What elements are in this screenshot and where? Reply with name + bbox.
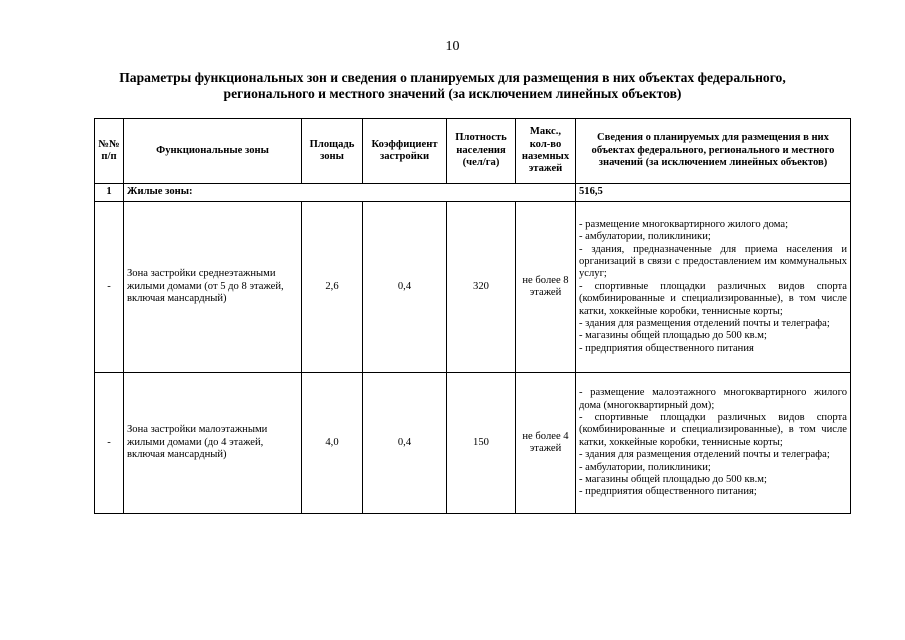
zone-area: 2,6 <box>302 202 363 373</box>
page-number: 10 <box>445 39 460 54</box>
row-num: - <box>95 202 124 373</box>
info-item: - магазины общей площадью до 500 кв.м; <box>579 474 767 486</box>
parameters-table <box>94 118 851 514</box>
row-num: - <box>95 373 124 514</box>
title-line-2: регионального и местного значений (за исключением линейных объектов) <box>223 86 682 101</box>
info-item: - здания, предназначенные для приема населения и организаций в связи с предоставлением им коммунальных услуг; <box>579 243 847 280</box>
info-item: - предприятия общественного питания <box>579 342 754 354</box>
info-item: - предприятия общественного питания; <box>579 486 757 498</box>
document-title <box>60 70 845 102</box>
header-coef: Коэффициент застройки <box>363 119 447 184</box>
zone-area: 4,0 <box>302 373 363 514</box>
zone-density: 150 <box>447 373 516 514</box>
table-row <box>95 202 851 373</box>
header-floors: Макс., кол-во наземных этажей <box>516 119 576 184</box>
zone-name: Зона застройки малоэтажными жилыми домами (до 4 этажей, включая мансардный) <box>124 373 302 514</box>
table-row <box>95 373 851 514</box>
zone-floors: не более 4 этажей <box>516 373 576 514</box>
zone-info <box>576 202 851 373</box>
zone-coef: 0,4 <box>363 373 447 514</box>
info-item: - магазины общей площадью до 500 кв.м; <box>579 330 767 342</box>
section-total: 516,5 <box>576 184 851 202</box>
info-item: - спортивные площадки различных видов спорта (комбинированные и специализированные), в том числе катки, хоккейные коробки, теннисные корты; <box>579 280 847 317</box>
section-num: 1 <box>95 184 124 202</box>
info-item: - здания для размещения отделений почты и телеграфа; <box>579 318 830 330</box>
info-item: - спортивные площадки различных видов спорта (комбинированные и специализированные), в том числе катки, хоккейные коробки, теннисные корты; <box>579 411 847 448</box>
info-item: - размещение малоэтажного многоквартирного жилого дома (многоквартирный дом); <box>579 387 847 411</box>
zone-coef: 0,4 <box>363 202 447 373</box>
title-line-1: Параметры функциональных зон и сведения о планируемых для размещения в них объектах федерального, <box>119 70 786 85</box>
header-info: Сведения о планируемых для размещения в них объектах федерального, регионального и местного значений (за исключением линейных объектов) <box>576 119 851 184</box>
section-row <box>95 184 851 202</box>
zone-floors: не более 8 этажей <box>516 202 576 373</box>
info-item: - размещение многоквартирного жилого дома; <box>579 218 789 230</box>
header-num: №№ п/п <box>95 119 124 184</box>
zone-info <box>576 373 851 514</box>
info-item: - здания для размещения отделений почты и телеграфа; <box>579 449 830 461</box>
zone-density: 320 <box>447 202 516 373</box>
zone-name: Зона застройки среднеэтажными жилыми домами (от 5 до 8 этажей, включая мансардный) <box>124 202 302 373</box>
table-header-row <box>95 119 851 184</box>
header-zone: Функциональные зоны <box>124 119 302 184</box>
info-item: - амбулатории, поликлиники; <box>579 461 711 473</box>
section-name: Жилые зоны: <box>124 184 576 202</box>
info-item: - амбулатории, поликлиники; <box>579 231 711 243</box>
header-area: Площадь зоны <box>302 119 363 184</box>
header-density: Плотность населения (чел/га) <box>447 119 516 184</box>
